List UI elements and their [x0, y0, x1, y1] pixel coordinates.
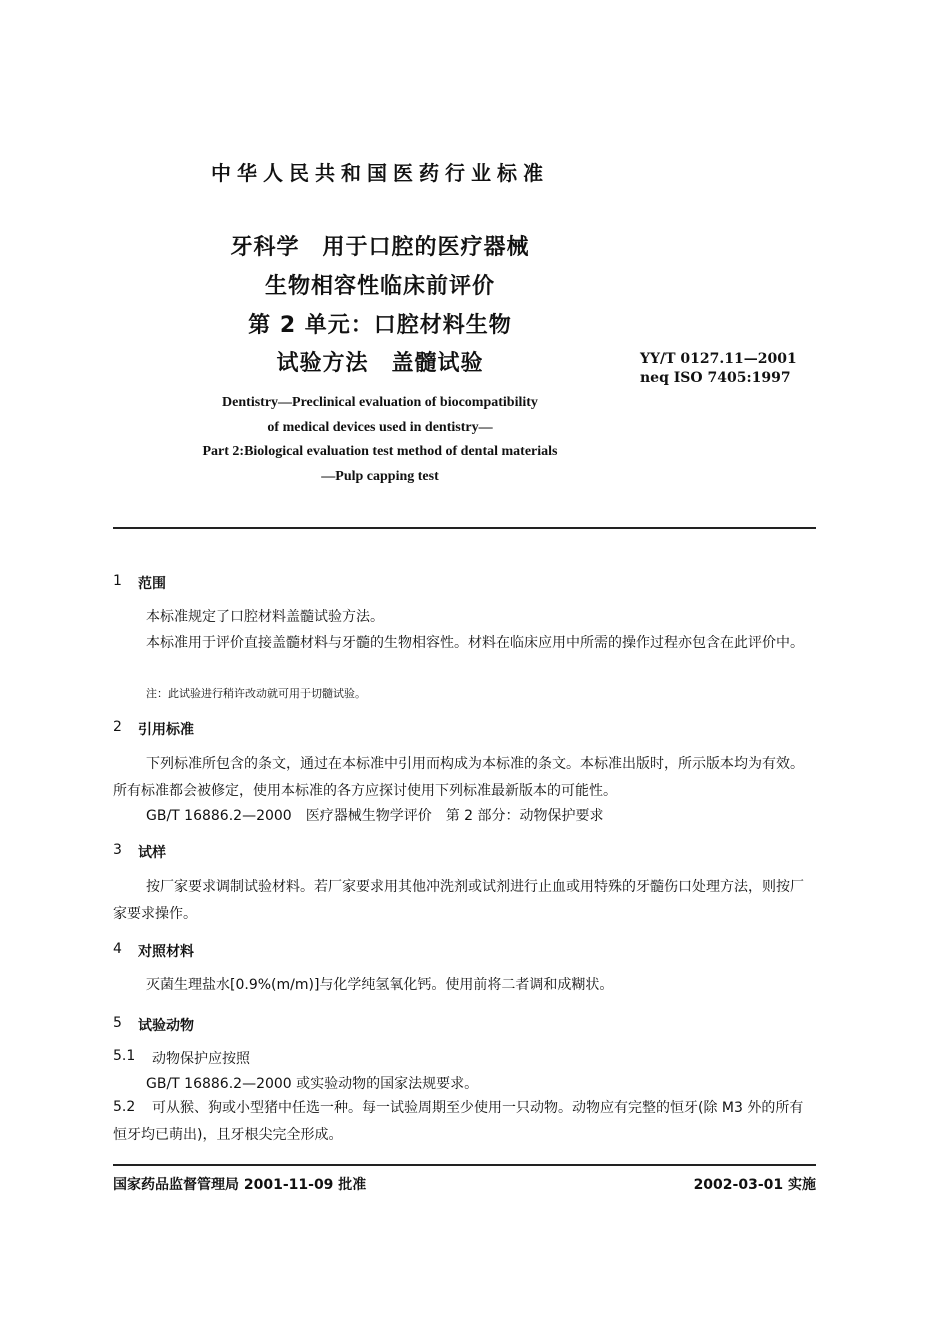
english-title-line-3: Part 2:Biological evaluation test method of dental materials — [202, 444, 558, 459]
section-5-title: 试验动物 — [138, 1018, 194, 1034]
subsection-5-1-title: 动物保护应按照 — [152, 1051, 250, 1067]
section-1-note: 注：此试验进行稍许改动就可用于切髓试验。 — [146, 687, 366, 700]
english-title-line-1: Dentistry—Preclinical evaluation of biocompatibility — [222, 395, 538, 410]
standard-code: YY/T 0127.11—2001 — [640, 351, 797, 367]
section-1-paragraph-1: 本标准规定了口腔材料盖髓试验方法。 — [146, 609, 384, 625]
subsection-5-2-number: 5.2 — [113, 1099, 136, 1115]
implementation-date: 2002-03-01 实施 — [693, 1177, 816, 1193]
iso-equivalence: neq ISO 7405:1997 — [640, 370, 791, 386]
title-line-4: 试验方法 盖髓试验 — [276, 351, 484, 376]
footer-divider — [113, 1164, 816, 1166]
title-divider — [113, 527, 816, 529]
section-3-title: 试样 — [138, 845, 166, 861]
english-title-line-4: —Pulp capping test — [321, 469, 439, 484]
section-3-paragraph-1: 按厂家要求调制试验材料。若厂家要求用其他冲洗剂或试剂进行止血或用特殊的牙髓伤口处理方法，则按厂家要求操作。 — [113, 879, 804, 922]
title-line-2: 生物相容性临床前评价 — [264, 274, 495, 299]
subsection-5-1-paragraph: GB/T 16886.2—2000 或实验动物的国家法规要求。 — [146, 1076, 479, 1092]
section-2-title: 引用标准 — [138, 722, 194, 738]
section-3-number: 3 — [113, 842, 122, 858]
section-5-number: 5 — [113, 1015, 122, 1031]
subsection-5-1-number: 5.1 — [113, 1048, 136, 1064]
section-2-reference: GB/T 16886.2—2000 医疗器械生物学评价 第 2 部分：动物保护要求 — [146, 808, 604, 824]
section-2-paragraph-1: 下列标准所包含的条文，通过在本标准中引用而构成为本标准的条文。本标准出版时，所示版本均为有效。所有标准都会被修定，使用本标准的各方应探讨使用下列标准最新版本的可能性。 — [113, 756, 804, 799]
title-line-1: 牙科学 用于口腔的医疗器械 — [230, 235, 530, 260]
subsection-5-2-paragraph: 可从猴、狗或小型猪中任选一种。每一试验周期至少使用一只动物。动物应有完整的恒牙(除 M3 外的所有恒牙均已萌出)，且牙根尖完全形成。 — [113, 1100, 804, 1143]
section-2-number: 2 — [113, 719, 122, 735]
section-4-title: 对照材料 — [138, 944, 194, 960]
section-1-paragraph-2: 本标准用于评价直接盖髓材料与牙髓的生物相容性。材料在临床应用中所需的操作过程亦包含在此评价中。 — [146, 635, 804, 651]
section-1-number: 1 — [113, 573, 122, 589]
english-title-line-2: of medical devices used in dentistry— — [267, 420, 493, 435]
approval-line: 国家药品监督管理局 2001-11-09 批准 — [113, 1177, 367, 1193]
section-4-number: 4 — [113, 941, 122, 957]
standard-header: 中华人民共和国医药行业标准 — [211, 161, 549, 185]
section-1-title: 范围 — [138, 576, 166, 592]
title-line-3: 第 2 单元：口腔材料生物 — [248, 313, 512, 338]
section-4-paragraph-1: 灭菌生理盐水[0.9%(m/m)]与化学纯氢氧化钙。使用前将二者调和成糊状。 — [146, 977, 614, 993]
